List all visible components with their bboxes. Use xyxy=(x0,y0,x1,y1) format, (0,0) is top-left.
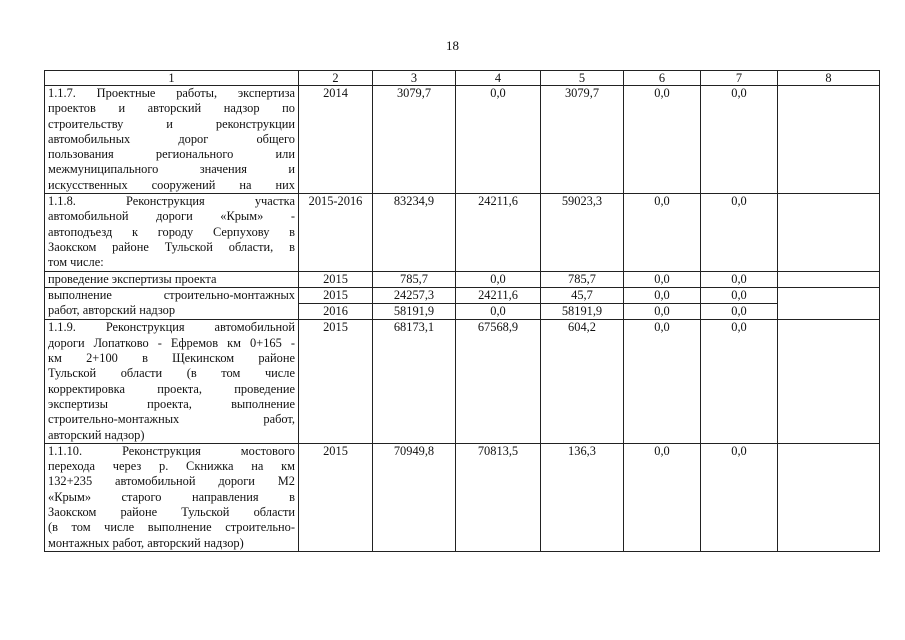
item-description-cell xyxy=(45,287,299,320)
item-description-cell xyxy=(45,194,299,271)
description-line: том числе: xyxy=(48,255,104,270)
description-line: автомобильных дорог общего xyxy=(48,131,295,146)
value-cell: 0,0 xyxy=(624,287,701,303)
value-cell xyxy=(778,271,880,287)
header-cell: 6 xyxy=(624,71,701,86)
value-cell: 0,0 xyxy=(701,304,778,320)
value-cell xyxy=(778,287,880,320)
value-cell: 24211,6 xyxy=(456,287,541,303)
value-cell: 0,0 xyxy=(456,304,541,320)
table-row xyxy=(45,86,880,194)
value-cell: 604,2 xyxy=(541,320,624,443)
value-cell: 45,7 xyxy=(541,287,624,303)
value-cell: 0,0 xyxy=(624,320,701,443)
value-cell: 58191,9 xyxy=(541,304,624,320)
description-line: «Крым» старого направления в xyxy=(48,489,295,504)
value-cell: 0,0 xyxy=(701,194,778,271)
description-line: проектов и авторский надзор по xyxy=(48,101,295,116)
year-cell: 2016 xyxy=(299,304,373,320)
header-cell: 8 xyxy=(778,71,880,86)
value-cell xyxy=(778,320,880,443)
value-cell: 0,0 xyxy=(701,271,778,287)
table-row xyxy=(45,443,880,551)
description-line: монтажных работ, авторский надзор) xyxy=(48,535,244,550)
value-cell: 0,0 xyxy=(624,304,701,320)
header-cell: 3 xyxy=(373,71,456,86)
table-row xyxy=(45,320,880,443)
value-cell: 136,3 xyxy=(541,443,624,551)
description-line: пользования регионального или xyxy=(48,147,295,162)
description-line: выполнение строительно-монтажных xyxy=(48,287,295,302)
description-line: авторский надзор) xyxy=(48,427,145,442)
header-cell: 4 xyxy=(456,71,541,86)
value-cell xyxy=(778,86,880,194)
budget-table xyxy=(44,70,880,552)
description-line: искусственных сооружений на них xyxy=(48,177,295,192)
value-cell: 59023,3 xyxy=(541,194,624,271)
value-cell: 0,0 xyxy=(624,86,701,194)
year-cell: 2015 xyxy=(299,287,373,303)
description-line: автомобильной дороги «Крым» - xyxy=(48,209,295,224)
value-cell: 0,0 xyxy=(701,287,778,303)
table-row xyxy=(45,194,880,271)
year-cell: 2014 xyxy=(299,86,373,194)
value-cell: 0,0 xyxy=(701,86,778,194)
description-line: Заокском районе Тульской области xyxy=(48,505,295,520)
value-cell: 0,0 xyxy=(701,443,778,551)
value-cell: 3079,7 xyxy=(541,86,624,194)
year-cell: 2015 xyxy=(299,271,373,287)
description-line: строительно-монтажных работ, xyxy=(48,412,295,427)
year-cell: 2015-2016 xyxy=(299,194,373,271)
year-cell: 2015 xyxy=(299,320,373,443)
item-description-cell xyxy=(45,86,299,194)
value-cell: 83234,9 xyxy=(373,194,456,271)
item-description-cell xyxy=(45,443,299,551)
value-cell: 785,7 xyxy=(541,271,624,287)
table-row xyxy=(45,271,880,287)
description-line: дороги Лопатково - Ефремов км 0+165 - xyxy=(48,335,295,350)
item-description-cell xyxy=(45,320,299,443)
table-row xyxy=(45,287,880,303)
value-cell: 70949,8 xyxy=(373,443,456,551)
value-cell: 0,0 xyxy=(701,320,778,443)
description-line: 1.1.7. Проектные работы, экспертиза xyxy=(48,86,295,100)
description-line: (в том числе выполнение строительно- xyxy=(48,520,295,535)
description-line: экспертизы проекта, выполнение xyxy=(48,396,295,411)
value-cell: 0,0 xyxy=(624,443,701,551)
description-line: км 2+100 в Щекинском районе xyxy=(48,351,295,366)
page-number: 18 xyxy=(446,38,459,53)
description-line: 1.1.10. Реконструкция мостового xyxy=(48,443,295,458)
value-cell: 0,0 xyxy=(456,86,541,194)
description-line: 1.1.9. Реконструкция автомобильной xyxy=(48,320,295,335)
description-line: автоподъезд к городу Серпухову в xyxy=(48,224,295,239)
value-cell: 3079,7 xyxy=(373,86,456,194)
description-line: межмуниципального значения и xyxy=(48,162,295,177)
header-cell: 1 xyxy=(45,71,299,86)
value-cell: 68173,1 xyxy=(373,320,456,443)
description-line: строительству и реконструкции xyxy=(48,116,295,131)
header-cell: 5 xyxy=(541,71,624,86)
value-cell: 24257,3 xyxy=(373,287,456,303)
description-line: перехода через р. Скнижка на км xyxy=(48,459,295,474)
header-cell: 2 xyxy=(299,71,373,86)
value-cell: 0,0 xyxy=(624,271,701,287)
description-line: Тульской области (в том числе xyxy=(48,366,295,381)
value-cell: 67568,9 xyxy=(456,320,541,443)
value-cell: 0,0 xyxy=(456,271,541,287)
description-line: 132+235 автомобильной дороги М2 xyxy=(48,474,295,489)
item-description-cell xyxy=(45,271,299,287)
value-cell: 24211,6 xyxy=(456,194,541,271)
description-line: работ, авторский надзор xyxy=(48,303,176,318)
header-row xyxy=(45,71,880,86)
header-cell: 7 xyxy=(701,71,778,86)
year-cell: 2015 xyxy=(299,443,373,551)
value-cell xyxy=(778,443,880,551)
description-line: 1.1.8. Реконструкция участка xyxy=(48,194,295,209)
description-line: корректировка проекта, проведение xyxy=(48,381,295,396)
value-cell: 70813,5 xyxy=(456,443,541,551)
description-line: проведение экспертизы проекта xyxy=(48,271,217,286)
value-cell xyxy=(778,194,880,271)
value-cell: 785,7 xyxy=(373,271,456,287)
value-cell: 0,0 xyxy=(624,194,701,271)
value-cell: 58191,9 xyxy=(373,304,456,320)
description-line: Заокском районе Тульской области, в xyxy=(48,239,295,254)
